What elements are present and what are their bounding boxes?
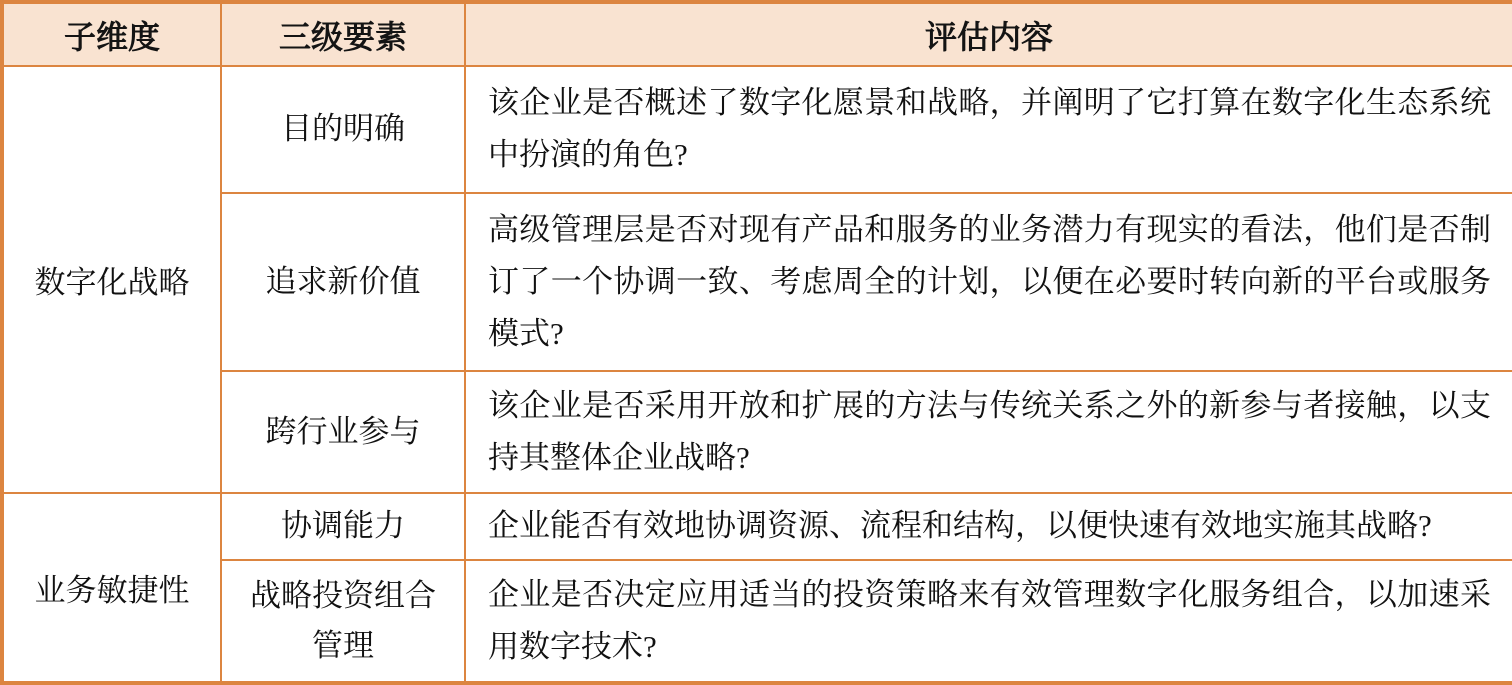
element-cell-cross-industry-participation: 跨行业参与 [221, 371, 465, 493]
col-header-sub-dimension: 子维度 [2, 2, 221, 66]
table-row [2, 371, 1512, 493]
content-cell-cross-industry-participation: 该企业是否采用开放和扩展的方法与传统关系之外的新参与者接触，以支持其整体企业战略? [465, 371, 1512, 493]
table-row [2, 193, 1512, 371]
header-row [2, 2, 1512, 66]
element-cell-clear-purpose: 目的明确 [221, 66, 465, 193]
content-cell-pursue-new-value: 高级管理层是否对现有产品和服务的业务潜力有现实的看法，他们是否制订了一个协调一致、考虑周全的计划，以便在必要时转向新的平台或服务模式? [465, 193, 1512, 371]
element-cell-pursue-new-value: 追求新价值 [221, 193, 465, 371]
dimension-cell-business-agility: 业务敏捷性 [2, 493, 221, 683]
table-row [2, 560, 1512, 683]
content-cell-strategic-portfolio-management: 企业是否决定应用适当的投资策略来有效管理数字化服务组合，以加速采用数字技术? [465, 560, 1512, 683]
table-row [2, 66, 1512, 193]
dimension-cell-digital-strategy: 数字化战略 [2, 66, 221, 493]
col-header-evaluation-content: 评估内容 [465, 2, 1512, 66]
element-cell-strategic-portfolio-management: 战略投资组合管理 [221, 560, 465, 683]
content-cell-clear-purpose: 该企业是否概述了数字化愿景和战略，并阐明了它打算在数字化生态系统中扮演的角色? [465, 66, 1512, 193]
table-row [2, 493, 1512, 560]
col-header-third-level-element: 三级要素 [221, 2, 465, 66]
element-cell-coordination-capability: 协调能力 [221, 493, 465, 560]
content-cell-coordination-capability: 企业能否有效地协调资源、流程和结构，以便快速有效地实施其战略? [465, 493, 1512, 560]
